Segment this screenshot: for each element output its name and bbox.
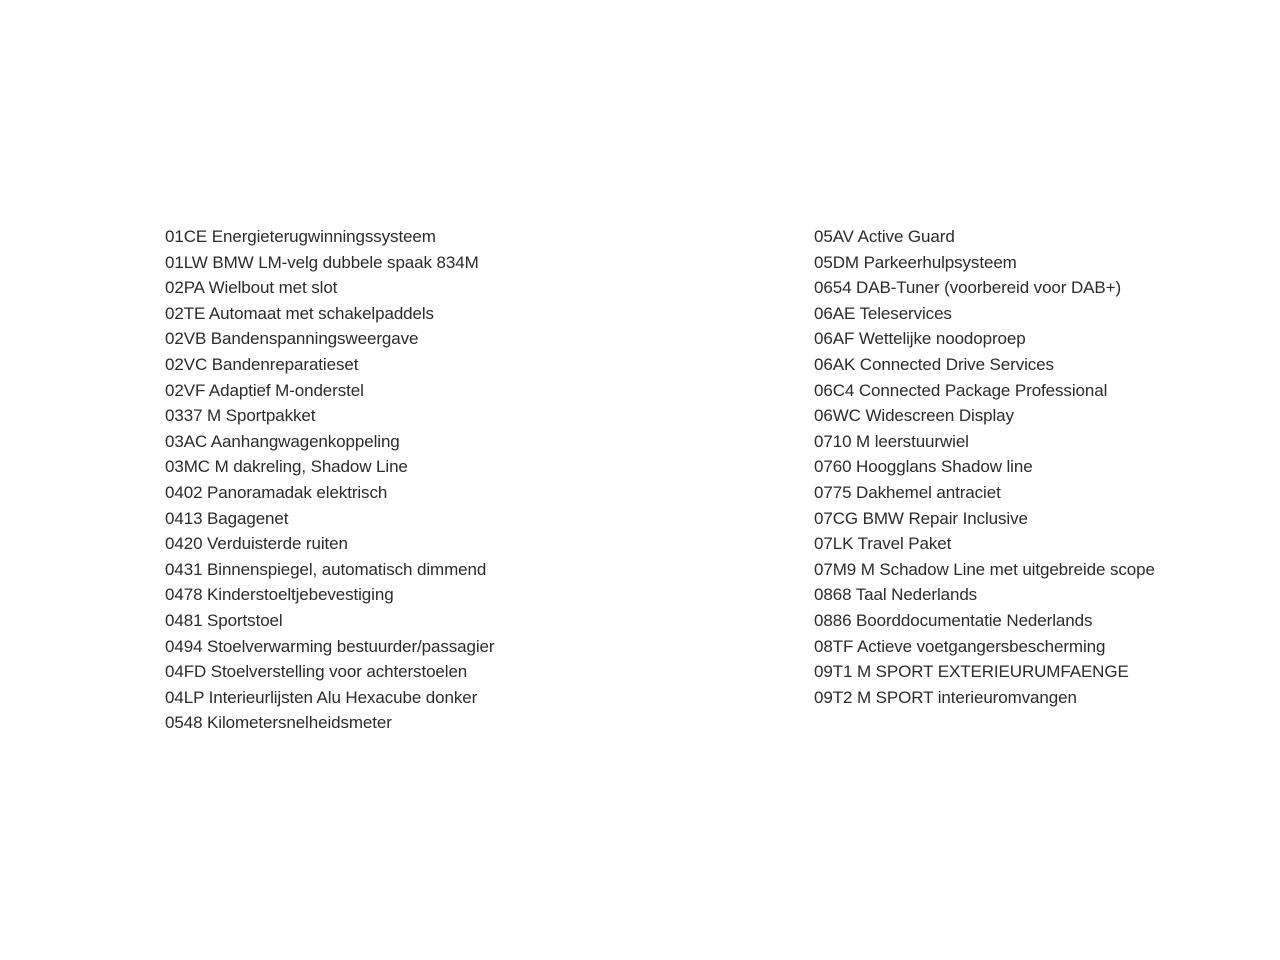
list-item: 0868 Taal Nederlands bbox=[814, 585, 978, 605]
list-item: 01LW BMW LM-velg dubbele spaak 834M bbox=[165, 252, 479, 272]
list-item: 0481 Sportstoel bbox=[165, 610, 283, 630]
list-item: 0775 Dakhemel antraciet bbox=[814, 482, 1001, 502]
list-item: 08TF Actieve voetgangersbescherming bbox=[814, 636, 1106, 656]
options-list-left bbox=[165, 224, 494, 736]
list-item: 02VF Adaptief M-onderstel bbox=[165, 380, 364, 400]
list-item: 0654 DAB-Tuner (voorbereid voor DAB+) bbox=[814, 278, 1122, 298]
list-item: 09T1 M SPORT EXTERIEURUMFAENGE bbox=[814, 662, 1129, 682]
list-item: 06C4 Connected Package Professional bbox=[814, 380, 1108, 400]
list-item: 02VB Bandenspanningsweergave bbox=[165, 329, 419, 349]
list-item: 0710 M leerstuurwiel bbox=[814, 431, 969, 451]
list-item: 0760 Hoogglans Shadow line bbox=[814, 457, 1033, 477]
list-item: 04LP Interieurlijsten Alu Hexacube donker bbox=[165, 687, 478, 707]
list-item: 06WC Widescreen Display bbox=[814, 406, 1014, 426]
list-item: 0886 Boorddocumentatie Nederlands bbox=[814, 610, 1093, 630]
list-item: 0402 Panoramadak elektrisch bbox=[165, 482, 388, 502]
list-item: 06AF Wettelijke noodoproep bbox=[814, 329, 1026, 349]
list-item: 0431 Binnenspiegel, automatisch dimmend bbox=[165, 559, 487, 579]
list-item: 0413 Bagagenet bbox=[165, 508, 289, 528]
list-item: 0420 Verduisterde ruiten bbox=[165, 534, 348, 554]
list-item: 0494 Stoelverwarming bestuurder/passagier bbox=[165, 636, 495, 656]
list-item: 02VC Bandenreparatieset bbox=[165, 354, 359, 374]
list-item: 07CG BMW Repair Inclusive bbox=[814, 508, 1028, 528]
list-item: 0337 M Sportpakket bbox=[165, 406, 316, 426]
list-item: 03AC Aanhangwagenkoppeling bbox=[165, 431, 400, 451]
list-item: 05AV Active Guard bbox=[814, 227, 955, 246]
list-item: 07M9 M Schadow Line met uitgebreide scope bbox=[814, 559, 1155, 579]
list-item: 0548 Kilometersnelheidsmeter bbox=[165, 713, 392, 733]
list-item: 04FD Stoelverstelling voor achterstoelen bbox=[165, 662, 468, 682]
list-item: 05DM Parkeerhulpsysteem bbox=[814, 252, 1017, 272]
options-list-right bbox=[814, 224, 1155, 710]
list-item: 0478 Kinderstoeltjebevestiging bbox=[165, 585, 394, 605]
list-item: 06AE Teleservices bbox=[814, 303, 952, 323]
list-item: 02TE Automaat met schakelpaddels bbox=[165, 303, 434, 323]
list-item: 02PA Wielbout met slot bbox=[165, 278, 338, 298]
list-item: 01CE Energieterugwinningssysteem bbox=[165, 227, 436, 246]
list-item: 09T2 M SPORT interieuromvangen bbox=[814, 687, 1077, 707]
list-item: 07LK Travel Paket bbox=[814, 534, 952, 554]
list-item: 06AK Connected Drive Services bbox=[814, 354, 1054, 374]
list-item: 03MC M dakreling, Shadow Line bbox=[165, 457, 408, 477]
